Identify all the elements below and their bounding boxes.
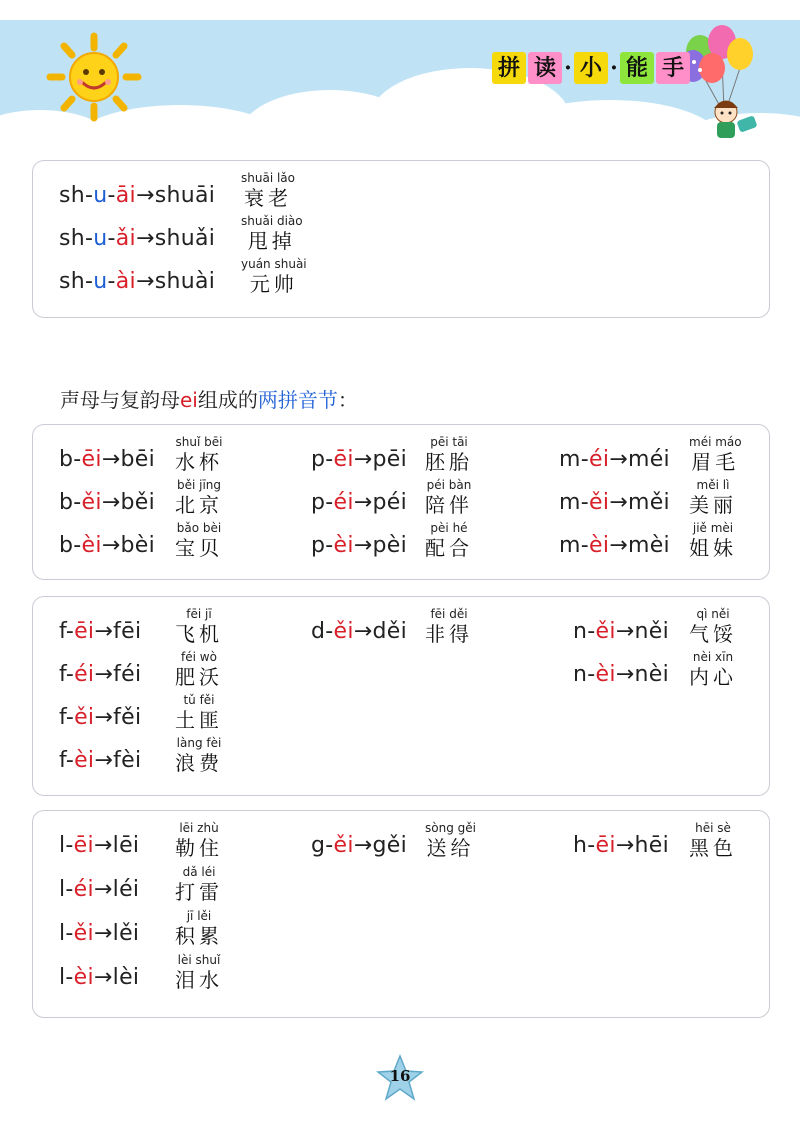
arrow-icon: → — [135, 226, 155, 251]
word-hanzi: 积累 — [175, 924, 223, 948]
section-heading — [60, 384, 358, 413]
word-hanzi: 黑色 — [689, 836, 737, 860]
compound-final: ēi — [81, 447, 102, 472]
example-word — [689, 435, 742, 475]
hyphen: - — [65, 877, 74, 902]
compound-final: ěi — [73, 921, 94, 946]
title-char: 小 — [574, 52, 608, 84]
syllable-result: gěi — [372, 833, 408, 858]
word-hanzi: 肥沃 — [175, 665, 223, 689]
syllable-result: bèi — [120, 533, 156, 558]
word-hanzi: 美丽 — [689, 493, 737, 517]
hyphen: - — [325, 619, 334, 644]
word-pinyin: shuǎi diào — [241, 214, 303, 228]
syllable-result: hēi — [634, 833, 669, 858]
compound-final: èi — [74, 748, 95, 773]
compound-final: āi — [115, 183, 136, 208]
arrow-icon: → — [93, 921, 113, 946]
syllable-row — [33, 171, 769, 211]
arrow-icon: → — [353, 533, 373, 558]
compound-final: ēi — [595, 833, 616, 858]
arrow-icon: → — [615, 833, 635, 858]
initial-consonant: l — [59, 921, 66, 946]
arrow-icon: → — [93, 833, 113, 858]
initial-consonant: p — [311, 533, 326, 558]
hyphen: - — [65, 662, 75, 687]
word-pinyin: nèi xīn — [692, 650, 734, 664]
syllable-row — [33, 478, 769, 518]
hyphen: - — [65, 965, 74, 990]
example-word — [241, 171, 295, 211]
initial-consonant: h — [573, 833, 588, 858]
initial-consonant: m — [559, 490, 581, 515]
word-hanzi: 打雷 — [175, 880, 223, 904]
word-pinyin: hēi sè — [695, 821, 731, 835]
arrow-icon: → — [94, 705, 114, 730]
word-hanzi: 内心 — [689, 665, 737, 689]
page-number-text: 16 — [389, 1067, 411, 1085]
syllable-row — [33, 821, 769, 861]
example-word — [689, 478, 737, 518]
heading-colon: ： — [337, 388, 358, 412]
word-pinyin: féi wò — [181, 650, 217, 664]
word-hanzi: 配合 — [425, 536, 473, 560]
arrow-icon: → — [353, 490, 373, 515]
word-hanzi: 非得 — [425, 622, 473, 646]
spelling-formula — [59, 750, 141, 772]
compound-final: ěi — [595, 619, 616, 644]
syllable-result: pèi — [372, 533, 408, 558]
title-char: · — [610, 55, 618, 81]
compound-final: èi — [73, 965, 94, 990]
word-hanzi: 甩掉 — [247, 229, 296, 253]
syllable-result: děi — [372, 619, 408, 644]
word-pinyin: shuāi lǎo — [241, 171, 295, 185]
word-hanzi: 眉毛 — [691, 450, 740, 474]
word-hanzi: 送给 — [426, 836, 475, 860]
syllable-result: méi — [627, 447, 670, 472]
spelling-formula — [59, 923, 139, 945]
arrow-icon: → — [353, 619, 373, 644]
word-hanzi: 姐妹 — [689, 536, 737, 560]
compound-final: èi — [81, 533, 102, 558]
example-word — [689, 821, 737, 861]
shuai-syllable-box — [32, 160, 770, 318]
compound-final: èi — [588, 533, 610, 558]
word-pinyin: měi lì — [696, 478, 730, 492]
spelling-formula — [59, 879, 139, 901]
initial-consonant: p — [311, 447, 326, 472]
initial-consonant: sh — [59, 183, 86, 208]
hyphen: - — [65, 705, 75, 730]
example-word — [689, 521, 737, 561]
syllable-row — [33, 214, 769, 254]
example-word — [175, 953, 223, 993]
syllable-result: léi — [112, 877, 140, 902]
word-pinyin: pèi hé — [430, 521, 468, 535]
page-number — [376, 1054, 424, 1102]
syllable-result: shuāi — [154, 183, 216, 208]
hyphen: - — [65, 833, 74, 858]
hyphen: - — [107, 183, 116, 208]
heading-text-2: 组成的 — [197, 388, 258, 412]
initial-consonant: l — [59, 965, 66, 990]
word-pinyin: fēi jī — [186, 607, 212, 621]
initial-consonant: f — [59, 705, 66, 730]
spelling-formula — [59, 707, 141, 729]
word-hanzi: 北京 — [175, 493, 223, 517]
word-hanzi: 胚胎 — [425, 450, 473, 474]
example-word — [241, 214, 303, 254]
syllable-row — [33, 909, 769, 949]
word-hanzi: 水杯 — [175, 450, 223, 474]
compound-final: éi — [73, 877, 94, 902]
syllable-row — [33, 257, 769, 297]
spelling-formula — [573, 621, 669, 643]
syllable-result: mèi — [627, 533, 670, 558]
syllable-row — [33, 650, 769, 690]
syllable-result: fěi — [113, 705, 142, 730]
hyphen: - — [107, 226, 116, 251]
compound-final: ǎi — [115, 226, 136, 251]
title-char: 读 — [528, 52, 562, 84]
word-hanzi: 气馁 — [689, 622, 737, 646]
arrow-icon: → — [615, 619, 635, 644]
medial-vowel: u — [93, 183, 108, 208]
word-hanzi: 宝贝 — [175, 536, 223, 560]
syllable-result: běi — [120, 490, 156, 515]
example-word — [175, 909, 223, 949]
hyphen: - — [587, 833, 596, 858]
spelling-formula — [59, 271, 215, 293]
syllable-row — [33, 736, 769, 776]
word-pinyin: dǎ léi — [182, 865, 216, 879]
hyphen: - — [85, 269, 94, 294]
word-pinyin: làng fèi — [176, 736, 222, 750]
ei-syllable-box-3 — [32, 810, 770, 1018]
syllable-row — [33, 521, 769, 561]
hyphen: - — [73, 490, 82, 515]
spelling-formula — [59, 185, 215, 207]
hyphen: - — [65, 619, 75, 644]
word-hanzi: 衰老 — [244, 186, 292, 210]
syllable-row — [33, 865, 769, 905]
compound-final: éi — [588, 447, 610, 472]
initial-consonant: m — [559, 533, 581, 558]
initial-consonant: l — [59, 833, 66, 858]
hyphen: - — [580, 490, 589, 515]
word-hanzi: 泪水 — [175, 968, 223, 992]
compound-final: ēi — [74, 619, 95, 644]
example-word — [175, 736, 223, 776]
word-pinyin: qì něi — [696, 607, 730, 621]
initial-consonant: b — [59, 447, 74, 472]
title-char: 手 — [656, 52, 690, 84]
word-hanzi: 元帅 — [249, 272, 298, 296]
hyphen: - — [73, 533, 82, 558]
arrow-icon: → — [94, 662, 114, 687]
syllable-row — [33, 953, 769, 993]
hyphen: - — [107, 269, 116, 294]
word-pinyin: bǎo bèi — [176, 521, 222, 535]
syllable-row — [33, 607, 769, 647]
hyphen: - — [325, 833, 334, 858]
syllable-result: něi — [634, 619, 669, 644]
arrow-icon: → — [94, 748, 114, 773]
hyphen: - — [85, 183, 94, 208]
spelling-formula — [573, 835, 669, 857]
syllable-result: péi — [372, 490, 408, 515]
initial-consonant: p — [311, 490, 326, 515]
compound-final: èi — [333, 533, 354, 558]
word-pinyin: pēi tāi — [430, 435, 468, 449]
hyphen: - — [580, 533, 589, 558]
medial-vowel: u — [93, 226, 108, 251]
compound-final: ěi — [81, 490, 102, 515]
compound-final: éi — [333, 490, 354, 515]
word-pinyin: lēi zhù — [179, 821, 219, 835]
word-pinyin: lèi shuǐ — [177, 953, 221, 967]
word-pinyin: jiě mèi — [692, 521, 734, 535]
section-title-pinduxiaonengshou — [492, 52, 690, 84]
syllable-result: féi — [113, 662, 142, 687]
hyphen: - — [325, 533, 334, 558]
hyphen: - — [65, 748, 75, 773]
arrow-icon: → — [101, 533, 121, 558]
arrow-icon: → — [609, 533, 628, 558]
syllable-result: nèi — [634, 662, 669, 687]
word-hanzi: 陪伴 — [425, 493, 473, 517]
syllable-result: fēi — [113, 619, 142, 644]
initial-consonant: f — [59, 748, 66, 773]
word-pinyin: péi bàn — [426, 478, 472, 492]
arrow-icon: → — [93, 965, 113, 990]
compound-final: éi — [74, 662, 95, 687]
syllable-result: bēi — [120, 447, 156, 472]
arrow-icon: → — [609, 447, 628, 472]
arrow-icon: → — [135, 269, 155, 294]
word-hanzi: 浪费 — [175, 751, 223, 775]
hyphen: - — [65, 921, 74, 946]
title-char: 能 — [620, 52, 654, 84]
arrow-icon: → — [93, 877, 113, 902]
initial-consonant: f — [59, 662, 66, 687]
medial-vowel: u — [93, 269, 108, 294]
initial-consonant: d — [311, 619, 326, 644]
word-pinyin: tǔ fěi — [183, 693, 215, 707]
compound-final: ěi — [588, 490, 610, 515]
word-pinyin: shuǐ bēi — [175, 435, 223, 449]
hyphen: - — [580, 447, 589, 472]
compound-final: ěi — [333, 833, 354, 858]
syllable-result: shuǎi — [154, 226, 216, 251]
initial-consonant: sh — [59, 269, 86, 294]
syllable-result: lēi — [112, 833, 140, 858]
initial-consonant: b — [59, 533, 74, 558]
compound-final: ēi — [333, 447, 354, 472]
word-hanzi: 土匪 — [175, 708, 223, 732]
syllable-result: měi — [627, 490, 670, 515]
word-pinyin: běi jīng — [176, 478, 222, 492]
compound-final: ēi — [73, 833, 94, 858]
hyphen: - — [587, 619, 596, 644]
title-char: 拼 — [492, 52, 526, 84]
syllable-result: lèi — [112, 965, 140, 990]
syllable-result: shuài — [154, 269, 216, 294]
hyphen: - — [325, 447, 334, 472]
heading-highlight: 两拼音节 — [257, 388, 338, 412]
spelling-formula — [559, 535, 670, 557]
arrow-icon: → — [101, 490, 121, 515]
initial-consonant: f — [59, 619, 66, 644]
word-pinyin: fēi děi — [430, 607, 468, 621]
word-hanzi: 勒住 — [175, 836, 223, 860]
syllable-result: lěi — [112, 921, 140, 946]
syllable-row — [33, 693, 769, 733]
hyphen: - — [85, 226, 94, 251]
initial-consonant: n — [573, 619, 588, 644]
word-pinyin: jī lěi — [186, 909, 212, 923]
hyphen: - — [73, 447, 82, 472]
example-word — [689, 650, 737, 690]
title-char: · — [564, 55, 572, 81]
compound-final: ěi — [333, 619, 354, 644]
initial-consonant: sh — [59, 226, 86, 251]
compound-final: ěi — [74, 705, 95, 730]
hyphen: - — [325, 490, 334, 515]
arrow-icon: → — [101, 447, 121, 472]
ei-syllable-box-2 — [32, 596, 770, 796]
initial-consonant: l — [59, 877, 66, 902]
syllable-row — [33, 435, 769, 475]
initial-consonant: b — [59, 490, 74, 515]
arrow-icon: → — [94, 619, 114, 644]
word-pinyin: yuán shuài — [241, 257, 307, 271]
spelling-formula — [573, 664, 669, 686]
ei-syllable-box-1 — [32, 424, 770, 580]
syllable-result: fèi — [113, 748, 142, 773]
arrow-icon: → — [615, 662, 635, 687]
word-pinyin: sòng gěi — [425, 821, 476, 835]
example-word — [175, 865, 223, 905]
spelling-formula — [59, 228, 215, 250]
arrow-icon: → — [609, 490, 628, 515]
spelling-formula — [559, 492, 670, 514]
example-word — [241, 257, 307, 297]
word-pinyin: méi máo — [689, 435, 742, 449]
hyphen: - — [587, 662, 596, 687]
example-word — [175, 693, 223, 733]
arrow-icon: → — [353, 833, 373, 858]
syllable-result: pēi — [372, 447, 408, 472]
heading-final-ei: ei — [180, 388, 198, 412]
compound-final: ài — [115, 269, 136, 294]
arrow-icon: → — [135, 183, 155, 208]
initial-consonant: m — [559, 447, 581, 472]
example-word — [689, 607, 737, 647]
initial-consonant: g — [311, 833, 326, 858]
initial-consonant: n — [573, 662, 588, 687]
heading-text-1: 声母与复韵母 — [60, 388, 180, 412]
spelling-formula — [59, 967, 139, 989]
compound-final: èi — [595, 662, 616, 687]
arrow-icon: → — [353, 447, 373, 472]
spelling-formula — [559, 449, 670, 471]
page-header — [0, 0, 800, 150]
word-hanzi: 飞机 — [175, 622, 223, 646]
sun-icon — [50, 36, 138, 118]
